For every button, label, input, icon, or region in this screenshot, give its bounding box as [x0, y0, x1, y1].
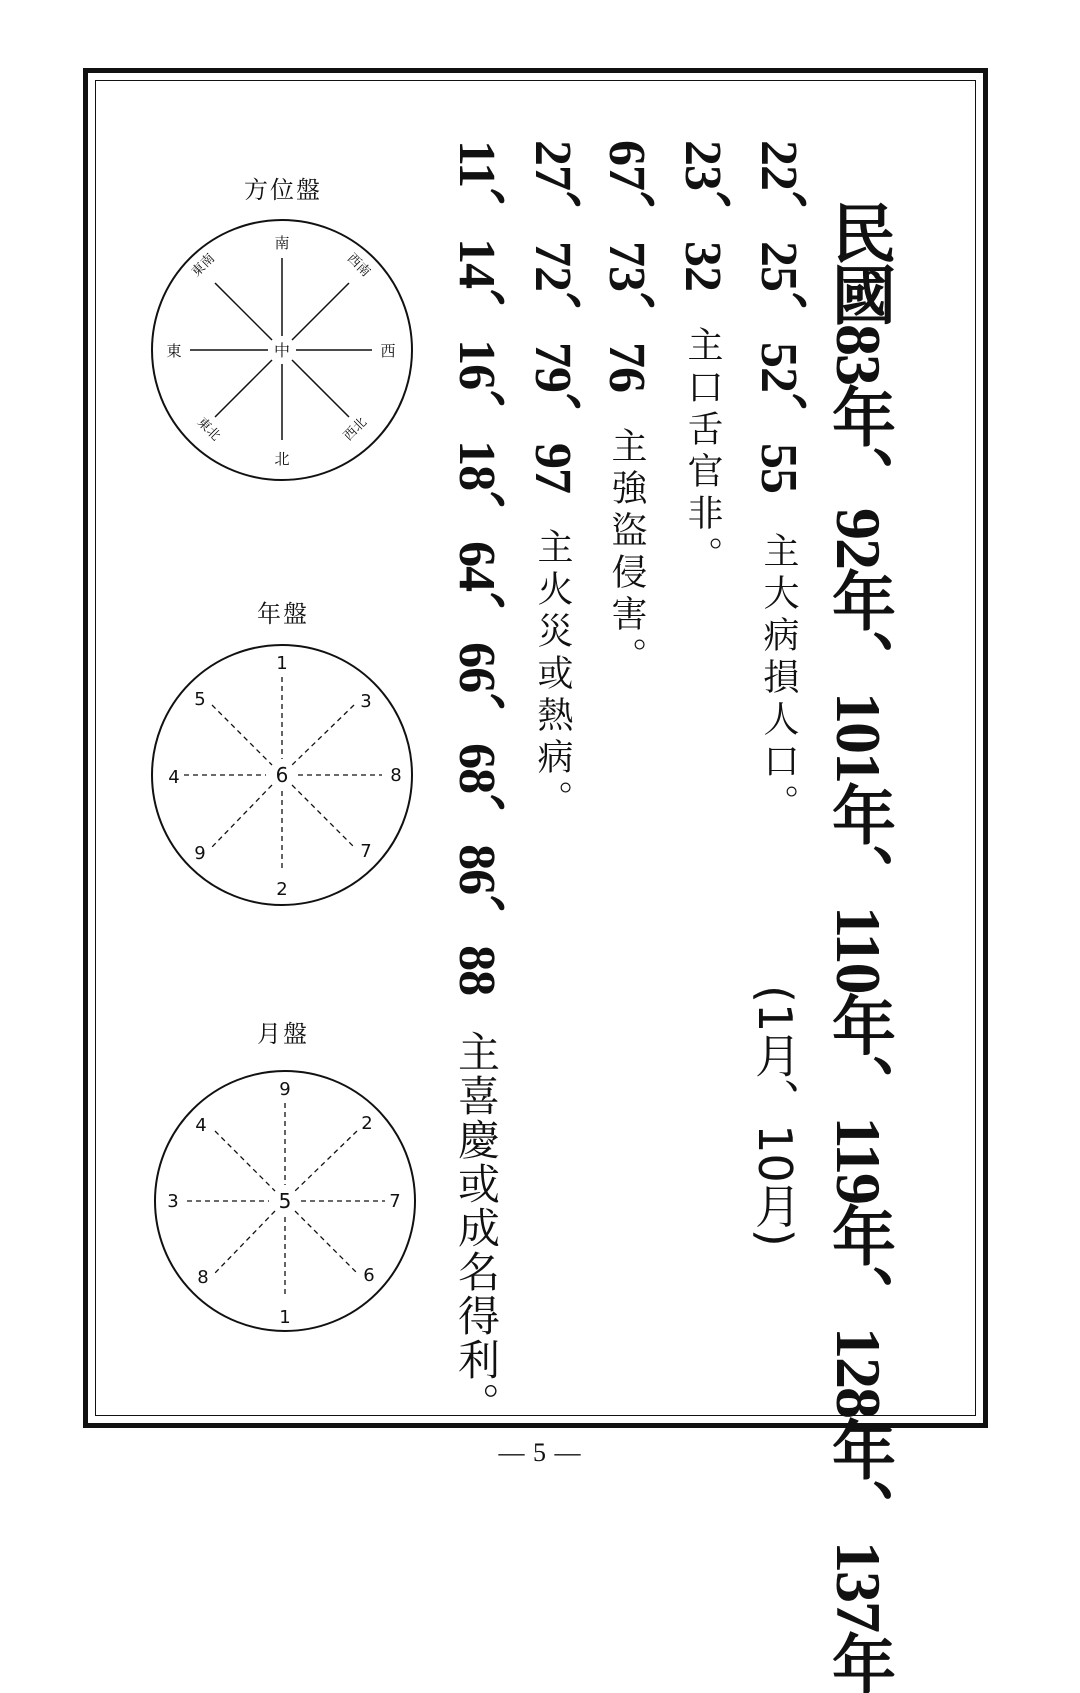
year-value-southwest: 3: [360, 691, 372, 712]
direction-diagram-title: 方位盤: [244, 176, 322, 204]
direction-label-southwest: 西南: [343, 251, 373, 281]
column-3-numbers: 67、73、76: [598, 140, 655, 392]
direction-label-southeast: 東南: [189, 251, 219, 281]
column-5-numbers: 11、14、16、18、64、66、68、86、88: [448, 140, 505, 996]
direction-label-northwest: 西北: [341, 415, 371, 445]
column-5: [448, 140, 505, 1427]
year-value-west: 8: [390, 765, 402, 786]
month-value-south: 9: [279, 1079, 291, 1100]
column-2: [674, 140, 731, 579]
month-value-north: 1: [279, 1307, 291, 1328]
title-years: 民國83年、92年、101年、110年、119年、128年、137年: [823, 200, 894, 1693]
direction-label-south: 南: [274, 234, 290, 252]
month-diagram-title: 月盤: [257, 1020, 309, 1048]
year-value-northwest: 7: [360, 841, 372, 862]
column-2-numbers: 23、32: [674, 140, 731, 291]
direction-label-northeast: 東北: [193, 415, 223, 445]
direction-center-label: 中: [273, 341, 291, 360]
month-value-northeast: 8: [197, 1267, 209, 1288]
year-value-north: 2: [276, 879, 288, 900]
month-value-west: 7: [389, 1191, 401, 1212]
year-diagram-title: 年盤: [257, 600, 309, 628]
month-value-east: 3: [167, 1191, 179, 1212]
direction-label-west: 西: [380, 342, 396, 360]
year-value-east: 4: [168, 767, 180, 788]
year-center-value: 6: [275, 763, 289, 787]
column-4-numbers: 27、72、79、97: [524, 140, 581, 493]
title-months-note: (1月、10月): [748, 985, 802, 1247]
direction-diagram: [150, 218, 414, 482]
direction-label-east: 東: [166, 342, 182, 360]
column-1-numbers: 22、25、52、55: [750, 140, 807, 493]
year-diagram: [150, 643, 414, 907]
column-4: [524, 140, 581, 823]
column-2-meaning: 主口舌官非。: [682, 326, 723, 579]
year-value-south: 1: [276, 653, 288, 674]
column-1-meaning: 主大病損人口。: [758, 532, 799, 827]
month-value-southeast: 4: [195, 1115, 207, 1136]
page-number: — 5 —: [498, 1438, 582, 1467]
month-center-value: 5: [278, 1189, 292, 1213]
column-3-meaning: 主強盜侵害。: [606, 427, 647, 680]
month-value-southwest: 2: [361, 1113, 373, 1134]
column-4-meaning: 主火災或熱病。: [532, 528, 573, 823]
direction-label-north: 北: [274, 450, 290, 468]
year-value-northeast: 9: [194, 843, 206, 864]
column-3: [598, 140, 655, 680]
column-5-meaning: 主喜慶或成名得利。: [452, 1030, 501, 1427]
month-value-northwest: 6: [363, 1265, 375, 1286]
month-diagram: [153, 1069, 417, 1333]
column-1: [750, 140, 807, 827]
year-value-southeast: 5: [194, 689, 206, 710]
